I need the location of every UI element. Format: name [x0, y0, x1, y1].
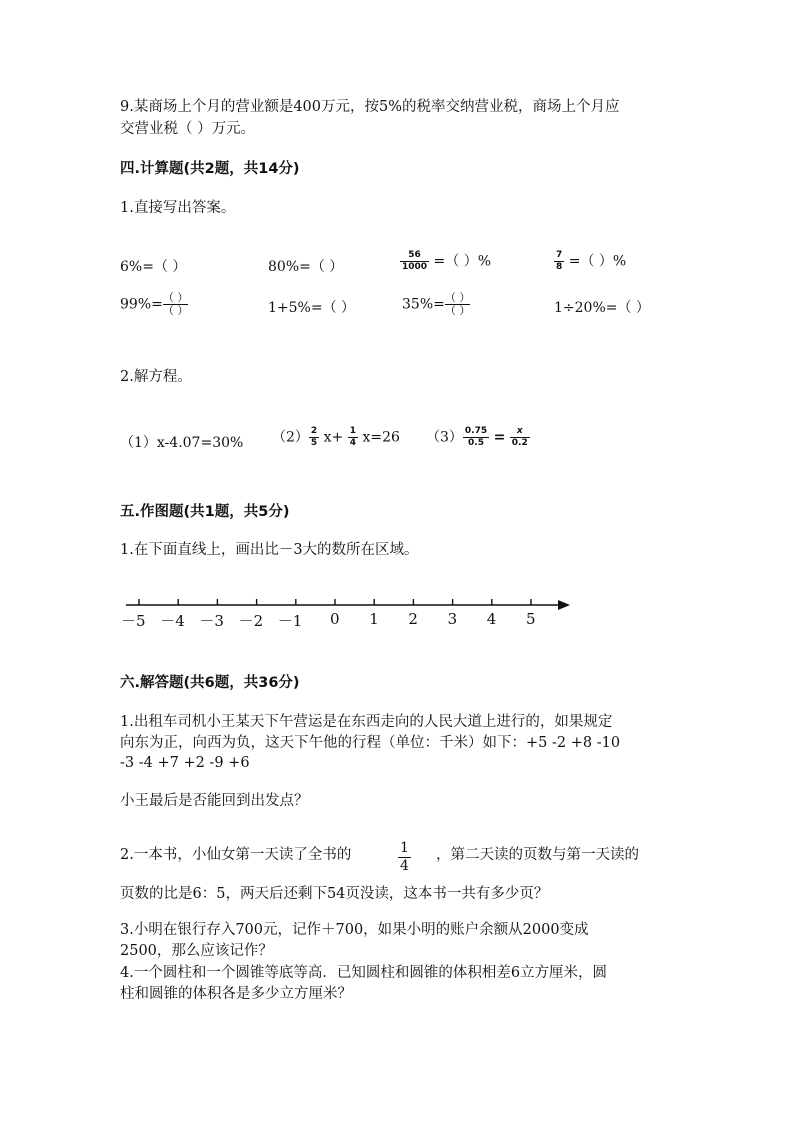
number-line-label: 0 [330, 610, 340, 628]
equation-2-frac2-den: 4 [349, 438, 356, 448]
equation-2-frac1-den: 5 [310, 438, 318, 448]
calc-4-numerator: 7 [556, 250, 563, 260]
calc-7-pre: 35%= [402, 296, 445, 313]
sec6-q1-line2: 向东为正，向西为负，这天下午他的行程（单位：千米）如下：+5 -2 +8 -10 [120, 735, 621, 751]
calc-3 [400, 250, 491, 273]
sec6-q2-line1-post: ，第二天读的页数与第一天读的 [436, 847, 639, 863]
q9-line1: 9.某商场上个月的营业额是400万元，按5%的税率交纳营业税，商场上个月应 [120, 99, 620, 115]
sec6-q2-fraction [398, 840, 411, 875]
number-line-label: －5 [121, 612, 146, 630]
sec6-q4-line1: 4.一个圆柱和一个圆锥等底等高．已知圆柱和圆锥的体积相差6立方厘米，圆 [120, 965, 608, 981]
equation-3-equals: = [493, 429, 506, 446]
q9-line2: 交营业税（ ）万元。 [120, 121, 256, 137]
calc-4 [554, 250, 626, 273]
number-line-label: 2 [408, 610, 418, 628]
equation-2-frac2 [348, 426, 358, 449]
calc-4-tail: =（ ）% [568, 253, 627, 270]
equation-2-frac1 [309, 426, 319, 449]
calc-7 [402, 292, 470, 317]
number-line-label: 3 [447, 610, 458, 628]
calc-7-fraction [445, 292, 471, 317]
calc-3-numerator: 56 [400, 250, 429, 262]
equation-2-pre: （2） [272, 429, 309, 446]
calc-3-denominator: 1000 [402, 262, 428, 272]
equation-2-tail: x=26 [362, 429, 400, 446]
calc-7-numerator: （ ） [444, 291, 471, 304]
sec6-q1-line3: -3 -4 +7 +2 -9 +6 [120, 755, 250, 771]
calc-5-fraction [163, 292, 189, 317]
sec4-q1: 1.直接写出答案。 [120, 200, 236, 216]
equation-2 [272, 426, 400, 449]
sec5-q1: 1.在下面直线上，画出比－3大的数所在区域。 [120, 542, 419, 558]
sec6-q2-line1-pre: 2.一本书，小仙女第一天读了全书的 [120, 847, 352, 863]
number-line-label: －2 [238, 612, 264, 630]
equation-1: （1）x-4.07=30% [120, 435, 244, 451]
calc-7-denominator: （ ） [444, 304, 471, 317]
calc-5 [120, 292, 188, 317]
equation-2-mid: x+ [323, 429, 344, 446]
equation-3 [426, 426, 530, 449]
number-line-label: －3 [199, 612, 224, 630]
sec6-q2-numerator: 1 [400, 840, 409, 856]
calc-3-fraction [400, 250, 429, 273]
sec6-q3-line2: 2500，那么应该记作？ [120, 943, 273, 959]
sec6-q1-line1: 1.出租车司机小王某天下午营运是在东西走向的人民大道上进行的，如果规定 [120, 714, 613, 730]
calc-5-denominator: （ ） [162, 304, 189, 317]
equation-3-frac1-den: 0.5 [468, 438, 484, 448]
equation-3-frac1 [463, 426, 489, 449]
number-line-label: －4 [160, 612, 185, 630]
equation-3-frac2-den: 0.2 [511, 438, 528, 448]
calc-2: 80%=（ ） [268, 259, 344, 275]
equation-3-frac1-num: 0.75 [464, 426, 488, 436]
number-line-labels [118, 610, 578, 634]
number-line-arrow-icon [558, 600, 570, 610]
sec6-q2-line2: 页数的比是6：5，两天后还剩下54页没读，这本书一共有多少页？ [120, 886, 549, 902]
sec4-q2: 2.解方程。 [120, 369, 192, 385]
calc-5-numerator: （ ） [162, 291, 189, 304]
section-4-title: 四.计算题(共2题，共14分) [120, 161, 300, 177]
sec6-q2-denominator: 4 [400, 858, 409, 874]
calc-5-pre: 99%= [120, 296, 163, 313]
equation-3-frac2 [510, 426, 530, 449]
equation-2-frac2-num: 1 [349, 426, 356, 436]
sec6-q4-line2: 柱和圆锥的体积各是多少立方厘米？ [120, 986, 352, 1002]
equation-3-frac2-num: x [510, 426, 530, 438]
number-line-label: 1 [369, 610, 379, 628]
equation-2-frac1-num: 2 [310, 426, 318, 436]
section-6-title: 六.解答题(共6题，共36分) [120, 675, 300, 691]
calc-4-fraction [554, 250, 564, 273]
calc-1: 6%=（ ） [120, 259, 187, 275]
calc-6: 1+5%=（ ） [268, 300, 356, 316]
number-line-label: 4 [486, 610, 497, 628]
calc-4-denominator: 8 [556, 262, 563, 272]
calc-3-tail: =（ ）% [433, 253, 491, 270]
calc-8: 1÷20%=（ ） [554, 300, 650, 316]
equation-3-pre: （3） [426, 429, 463, 446]
number-line-label: －1 [277, 612, 303, 630]
number-line-label: 5 [526, 610, 536, 628]
number-line-ticks [139, 599, 531, 605]
sec6-q3-line1: 3.小明在银行存入700元，记作＋700，如果小明的账户余额从2000变成 [120, 922, 589, 938]
sec6-q1-line4: 小王最后是否能回到出发点？ [120, 793, 309, 809]
section-5-title: 五.作图题(共1题，共5分) [120, 504, 290, 520]
